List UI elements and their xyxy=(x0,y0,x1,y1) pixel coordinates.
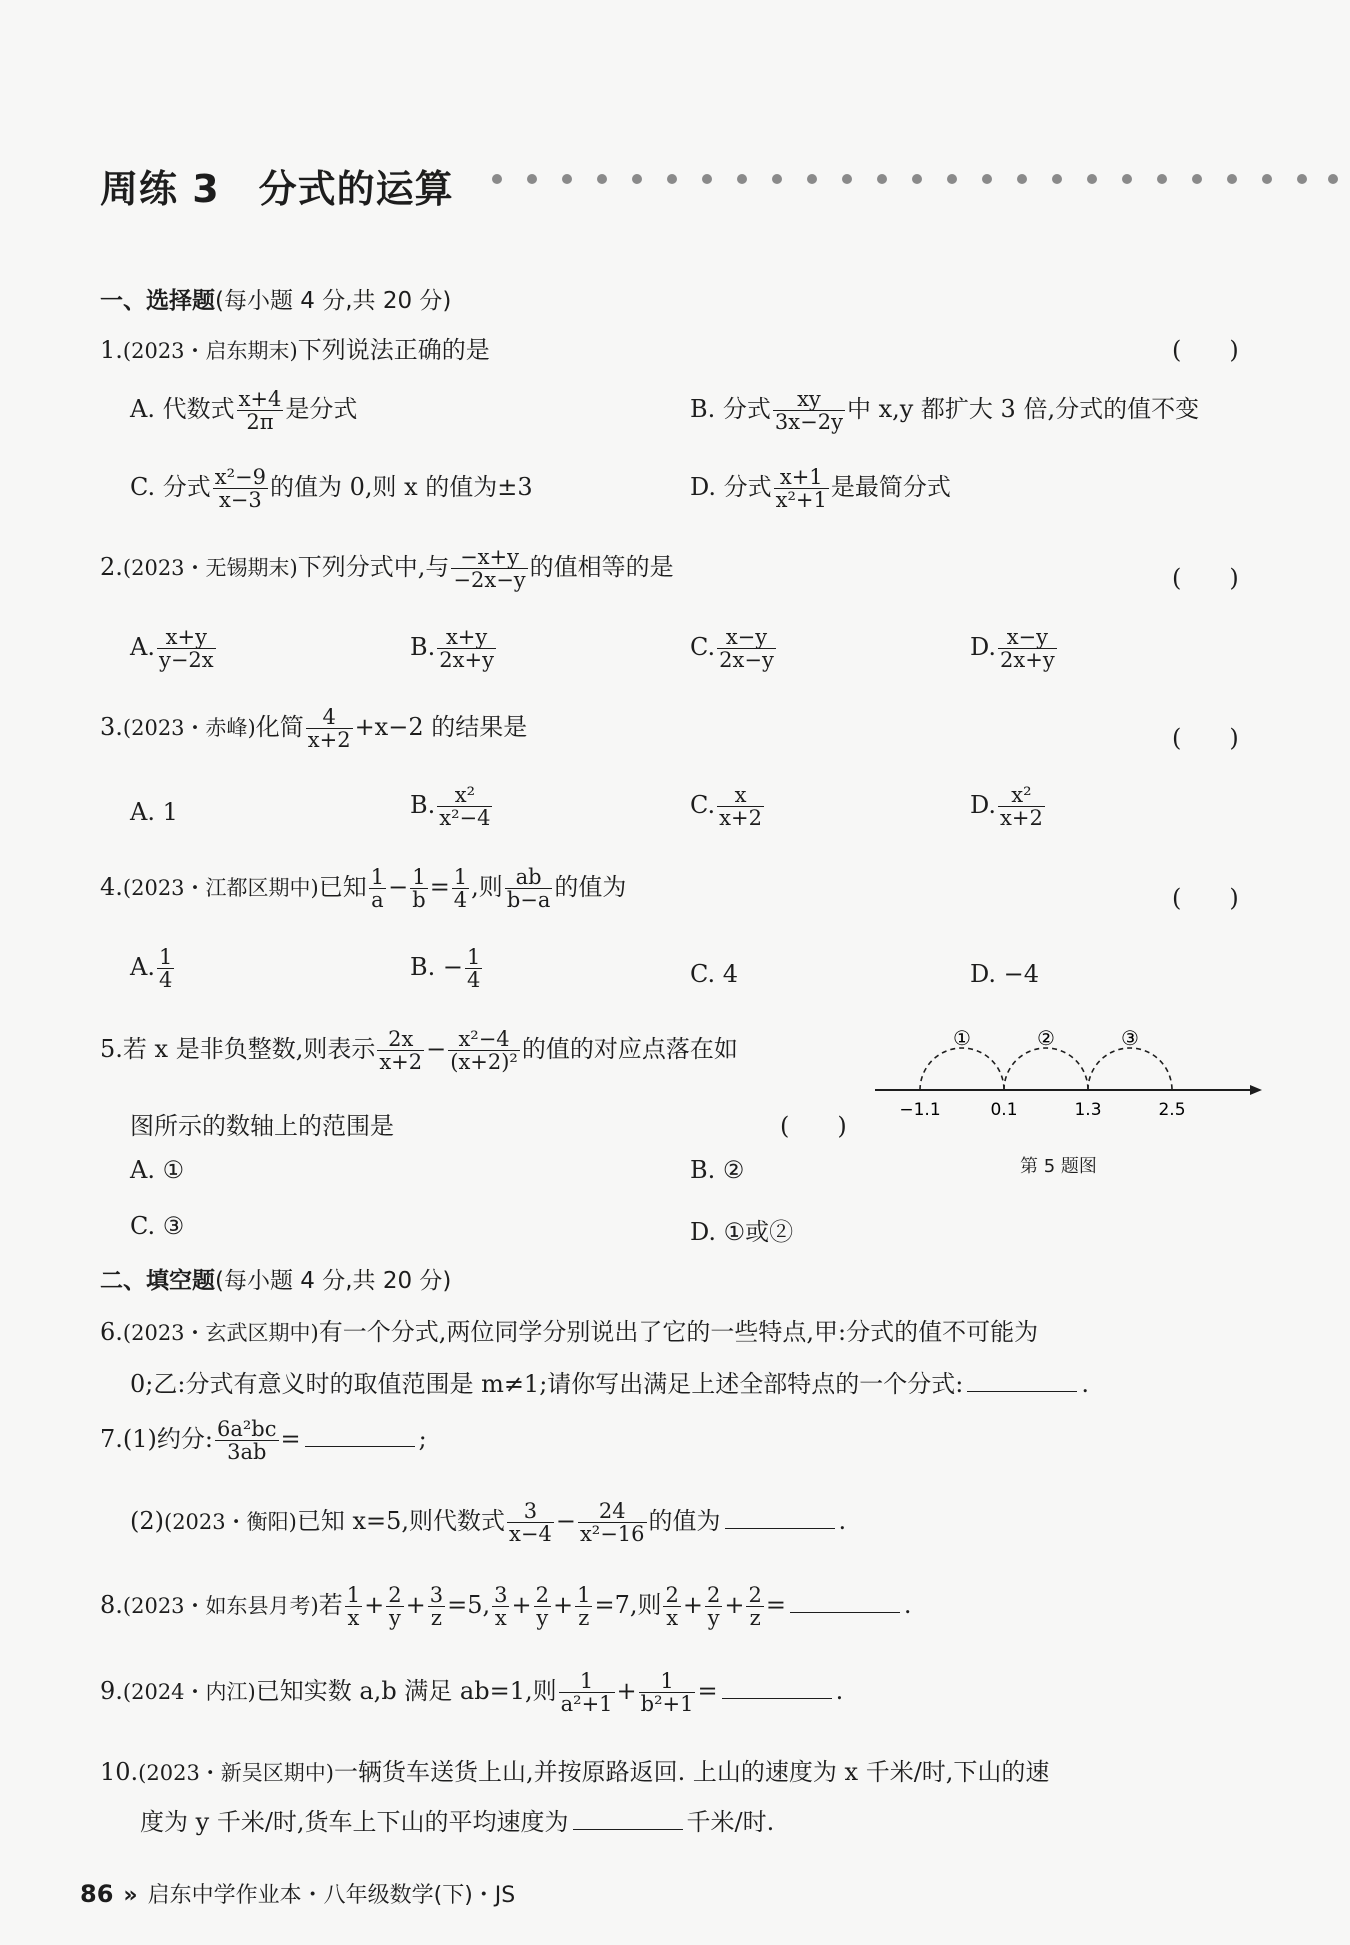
fraction: $\frac{3}{z}$ xyxy=(429,1583,444,1631)
tick-label: 2.5 xyxy=(1158,1100,1186,1120)
question-6-line2: 0;乙:分式有意义时的取值范围是 m≠1;请你写出满足上述全部特点的一个分式: . xyxy=(130,1370,1090,1398)
q4-option-d: D. −4 xyxy=(970,960,1040,988)
fraction: $\frac{x}{x+2}$ xyxy=(719,783,762,831)
q1-option-d: D. 分式 $\frac{x+1}{\text{x²+1}}$ 是最简分式 xyxy=(690,465,951,513)
q4-option-c: C. 4 xyxy=(690,960,739,988)
fraction: $\frac{3}{x-4}$ xyxy=(509,1499,552,1547)
q5-option-c: C. ③ xyxy=(130,1212,185,1240)
answer-blank-10[interactable] xyxy=(573,1809,683,1830)
question-1-stem: 1.(2023・启东期末)下列说法正确的是 xyxy=(100,336,490,364)
title-dot-leader xyxy=(490,172,1340,186)
fraction: $\frac{-x+y}{-2x-y}$ xyxy=(453,545,526,593)
q2-option-c: C. $\frac{x-y}{2x-y}$ xyxy=(690,625,774,673)
answer-blank-6[interactable] xyxy=(967,1371,1077,1392)
arc-label-3: ③ xyxy=(1121,1026,1139,1050)
question-10-line1: 10.(2023・新吴区期中)一辆货车送货上山,并按原路返回. 上山的速度为 x 千米/时,下山的速 xyxy=(100,1758,1050,1786)
answer-blank-9[interactable] xyxy=(722,1678,832,1699)
fraction: $\frac{x-y}{2x-y}$ xyxy=(719,625,774,673)
question-5-line2: 图所示的数轴上的范围是 xyxy=(130,1112,394,1140)
fraction: $\frac{ab}{b-a}$ xyxy=(506,865,551,913)
answer-parens-4: ( ) xyxy=(1172,884,1239,912)
range-arc-2 xyxy=(1004,1048,1088,1090)
q4-option-a: A. $\frac{1}{4}$ xyxy=(130,945,173,993)
answer-blank-7-1[interactable] xyxy=(305,1426,415,1447)
q4-option-b: B. − $\frac{1}{4}$ xyxy=(410,945,481,993)
fraction: $\frac{x+y}{2x+y}$ xyxy=(439,625,494,673)
fraction: $\frac{1}{z}$ xyxy=(577,1583,591,1631)
fraction: $\frac{4}{x+2}$ xyxy=(307,705,351,753)
fraction: $\frac{1}{\text{b²+1}}$ xyxy=(640,1669,694,1717)
fraction: $\frac{1}{\text{a²+1}}$ xyxy=(560,1669,613,1717)
page-title: 周练 3 分式的运算 xyxy=(100,167,454,211)
fraction: $\frac{1}{x}$ xyxy=(346,1583,361,1631)
fraction: $\frac{2}{y}$ xyxy=(706,1583,721,1631)
range-arc-3 xyxy=(1088,1048,1172,1090)
question-10-line2: 度为 y 千米/时,货车上下山的平均速度为 千米/时. xyxy=(140,1808,775,1836)
fraction: $\frac{1}{b}$ xyxy=(412,865,426,913)
fraction: $\frac{x-y}{2x+y}$ xyxy=(1000,625,1055,673)
fraction: $\frac{x+y}{y-2x}$ xyxy=(158,625,214,673)
tick-label: 0.1 xyxy=(990,1100,1018,1120)
number-line-arrow xyxy=(1250,1085,1262,1095)
q3-option-a: A. 1 xyxy=(130,798,178,826)
q5-option-a: A. ① xyxy=(130,1156,185,1184)
fraction: $\frac{\text{x²}}{x+2}$ xyxy=(1000,783,1043,831)
question-4-stem: 4.(2023・江都区期中)已知 $\frac{1}{a}$ − $\frac{1}{b}$ = $\frac{1}{4}$ ,则 $\frac{ab}{b-a}$ 的值为 xyxy=(100,865,627,913)
fraction: $\frac{3}{x}$ xyxy=(494,1583,508,1631)
question-8-stem: 8.(2023・如东县月考)若 $\frac{1}{x}$ + $\frac{2}{y}$ + $\frac{3}{z}$ =5, $\frac{3}{x}$ + $\frac{2}{y}$ + $\frac{1}{z}$ =7,则 $\frac{2}{x}$ + $\frac{2}{y}$ + $\frac{2}{z}$ = . xyxy=(100,1583,912,1631)
tick-label: −1.1 xyxy=(899,1100,941,1120)
page-number: 86 xyxy=(80,1880,114,1908)
question-9-stem: 9.(2024・内江)已知实数 a,b 满足 ab=1,则 $\frac{1}{\text{a²+1}}$ + $\frac{1}{\text{b²+1}}$ = . xyxy=(100,1669,844,1717)
fraction: $\frac{24}{\text{x²−16}}$ xyxy=(579,1499,645,1547)
q3-option-b: B. $\frac{\text{x²}}{\text{x²−4}}$ xyxy=(410,783,491,831)
answer-parens-3: ( ) xyxy=(1172,724,1239,752)
fraction: $\frac{\text{x²}}{\text{x²−4}}$ xyxy=(439,783,491,831)
question-5-stem: 5.若 x 是非负整数,则表示 $\frac{2x}{x+2}$ − $\frac{\text{x²−4}}{\text{(x+2)²}}$ 的值的对应点落在如 xyxy=(100,1027,738,1075)
q3-option-d: D. $\frac{\text{x²}}{x+2}$ xyxy=(970,783,1043,831)
section-heading-choice: 一、选择题(每小题 4 分,共 20 分) xyxy=(100,288,452,314)
section-heading-fill: 二、填空题(每小题 4 分,共 20 分) xyxy=(100,1268,452,1294)
q5-option-b: B. ② xyxy=(690,1156,745,1184)
range-arc-1 xyxy=(920,1048,1004,1090)
answer-parens-1: ( ) xyxy=(1172,336,1239,364)
figure-caption: 第 5 题图 xyxy=(1020,1156,1097,1177)
question-6-line1: 6.(2023・玄武区期中)有一个分式,两位同学分别说出了它的一些特点,甲:分式的值不可能为 xyxy=(100,1318,1039,1346)
fraction: $\frac{2}{z}$ xyxy=(748,1583,762,1631)
fraction: $\frac{2}{x}$ xyxy=(665,1583,679,1631)
fraction: $\frac{1}{4}$ xyxy=(453,865,468,913)
q2-option-d: D. $\frac{x-y}{2x+y}$ xyxy=(970,625,1055,673)
q5-option-d: D. ①或② xyxy=(690,1218,794,1246)
q2-option-a: A. $\frac{x+y}{y-2x}$ xyxy=(130,625,214,673)
fraction: $\frac{2x}{x+2}$ xyxy=(379,1027,423,1075)
question-3-stem: 3.(2023・赤峰)化简 $\frac{4}{x+2}$ +x−2 的结果是 xyxy=(100,705,528,753)
question-7-part2: (2)(2023・衡阳)已知 x=5,则代数式 $\frac{3}{x-4}$ − $\frac{24}{\text{x²−16}}$ 的值为 . xyxy=(130,1499,847,1547)
question-7-part1: 7.(1)约分: $\frac{\text{6a²bc}}{3ab}$ = ; xyxy=(100,1417,427,1465)
fraction: $\frac{\text{6a²bc}}{3ab}$ xyxy=(217,1417,277,1465)
arc-label-2: ② xyxy=(1037,1026,1055,1050)
tick-label: 1.3 xyxy=(1074,1100,1102,1120)
fraction: $\frac{x+1}{\text{x²+1}}$ xyxy=(775,465,827,513)
fraction: $\frac{\text{x²−4}}{\text{(x+2)²}}$ xyxy=(450,1027,518,1075)
answer-blank-7-2[interactable] xyxy=(725,1508,835,1529)
fraction: $\frac{xy}{3x-2y}$ xyxy=(774,387,843,435)
question-2-stem: 2.(2023・无锡期末)下列分式中,与 $\frac{-x+y}{-2x-y}$ 的值相等的是 xyxy=(100,545,674,593)
arc-label-1: ① xyxy=(953,1026,971,1050)
page-footer xyxy=(80,1878,515,1909)
fraction: $\frac{1}{a}$ xyxy=(370,865,385,913)
fraction: $\frac{2}{y}$ xyxy=(388,1583,402,1631)
book-title: 启东中学作业本・八年级数学(下)・JS xyxy=(147,1883,516,1908)
answer-parens-2: ( ) xyxy=(1172,564,1239,592)
fraction: $\frac{x+4}{2\pi}$ xyxy=(238,387,282,435)
fraction: $\frac{\text{x²−9}}{x-3}$ xyxy=(214,465,266,513)
fraction: $\frac{1}{4}$ xyxy=(158,945,173,993)
answer-parens-5: ( ) xyxy=(780,1112,847,1140)
answer-blank-8[interactable] xyxy=(790,1592,900,1613)
fraction: $\frac{1}{4}$ xyxy=(467,945,481,993)
q1-option-b: B. 分式 $\frac{xy}{3x-2y}$ 中 x,y 都扩大 3 倍,分式的值不变 xyxy=(690,387,1200,435)
fraction: $\frac{2}{y}$ xyxy=(535,1583,549,1631)
q3-option-c: C. $\frac{x}{x+2}$ xyxy=(690,783,762,831)
number-line-figure xyxy=(870,1015,1265,1125)
q2-option-b: B. $\frac{x+y}{2x+y}$ xyxy=(410,625,494,673)
q1-option-a: A. 代数式 $\frac{x+4}{2\pi}$ 是分式 xyxy=(130,387,358,435)
chevron-icon: » xyxy=(123,1883,138,1908)
q1-option-c: C. 分式 $\frac{\text{x²−9}}{x-3}$ 的值为 0,则 x 的值为±3 xyxy=(130,465,533,513)
